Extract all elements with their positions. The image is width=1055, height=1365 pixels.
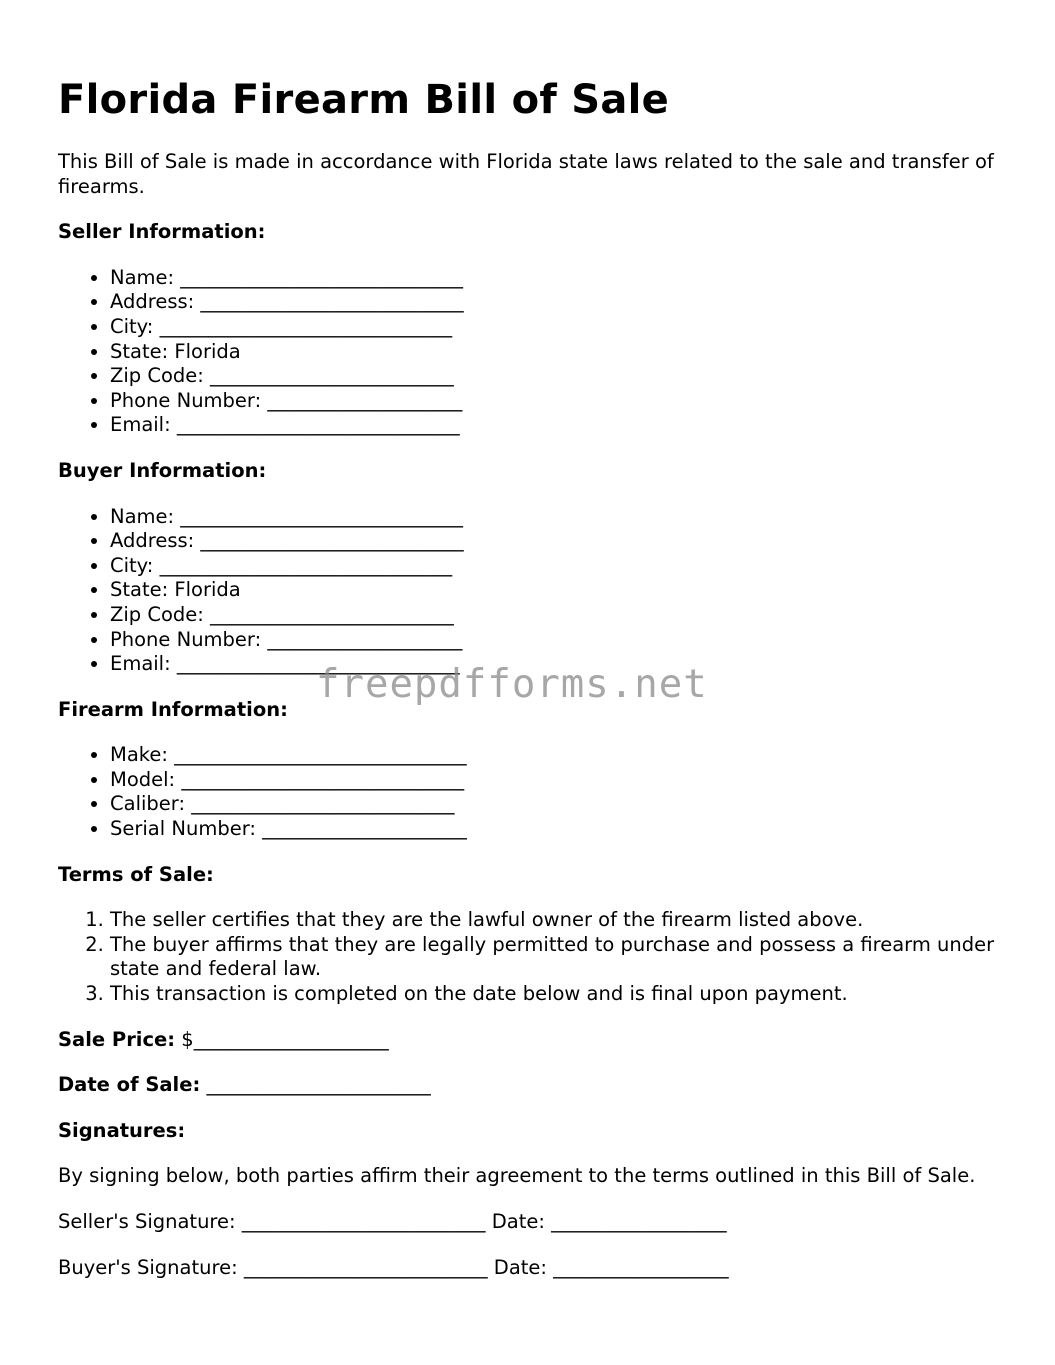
buyer-zip-field: • Zip Code: _________________________	[110, 603, 998, 628]
seller-name-field: • Name: _____________________________	[110, 266, 998, 291]
seller-phone-field: • Phone Number: ____________________	[110, 389, 998, 414]
terms-heading: Terms of Sale:	[58, 862, 214, 886]
term-item: 1. The seller certifies that they are the lawful owner of the firearm listed above.	[110, 908, 998, 933]
seller-fields-list	[58, 266, 998, 438]
watermark-text: freepdfforms.net	[316, 662, 708, 707]
firearm-fields-list	[58, 743, 998, 841]
signatures-heading: Signatures:	[58, 1118, 186, 1142]
term-item: 3. This transaction is completed on the date below and is final upon payment.	[110, 982, 998, 1007]
firearm-serial-field: • Serial Number: _____________________	[110, 817, 998, 842]
date-of-sale-label: Date of Sale:	[58, 1073, 201, 1097]
seller-city-field: • City: ______________________________	[110, 315, 998, 340]
seller-address-field: • Address: ___________________________	[110, 290, 998, 315]
intro-paragraph: This Bill of Sale is made in accordance with Florida state laws related to the sale and transfer of firearms.	[58, 150, 994, 198]
seller-state-field: • State: Florida	[110, 340, 998, 365]
seller-zip-field: • Zip Code: _________________________	[110, 364, 998, 389]
sale-price-blank: $____________________	[181, 1027, 389, 1051]
buyer-signature-line: Buyer's Signature: _________________________ Date: __________________	[58, 1255, 729, 1279]
date-of-sale-row	[58, 1073, 998, 1098]
buyer-email-field: • Email: _____________________________	[110, 652, 998, 677]
date-of-sale-blank: _______________________	[206, 1073, 431, 1097]
firearm-heading: Firearm Information:	[58, 697, 288, 721]
seller-heading: Seller Information:	[58, 220, 266, 244]
sale-price-row	[58, 1028, 998, 1053]
term-item: 2. The buyer affirms that they are legally permitted to purchase and possess a firearm under state and federal law.	[110, 933, 998, 982]
buyer-heading: Buyer Information:	[58, 458, 267, 482]
terms-list	[58, 908, 998, 1006]
buyer-state-field: • State: Florida	[110, 578, 998, 603]
buyer-city-field: • City: ______________________________	[110, 554, 998, 579]
buyer-fields-list	[58, 505, 998, 677]
sale-price-label: Sale Price:	[58, 1027, 176, 1051]
buyer-name-field: • Name: _____________________________	[110, 505, 998, 530]
seller-signature-line: Seller's Signature: _________________________ Date: __________________	[58, 1210, 727, 1233]
seller-email-field: • Email: _____________________________	[110, 413, 998, 438]
buyer-address-field: • Address: ___________________________	[110, 529, 998, 554]
firearm-caliber-field: • Caliber: ___________________________	[110, 792, 998, 817]
signatures-paragraph: By signing below, both parties affirm their agreement to the terms outlined in this Bill of Sale.	[58, 1164, 976, 1188]
firearm-model-field: • Model: _____________________________	[110, 768, 998, 793]
firearm-make-field: • Make: ______________________________	[110, 743, 998, 768]
document-title: Florida Firearm Bill of Sale	[58, 77, 670, 123]
buyer-phone-field: • Phone Number: ____________________	[110, 628, 998, 653]
document-page	[58, 72, 998, 1301]
